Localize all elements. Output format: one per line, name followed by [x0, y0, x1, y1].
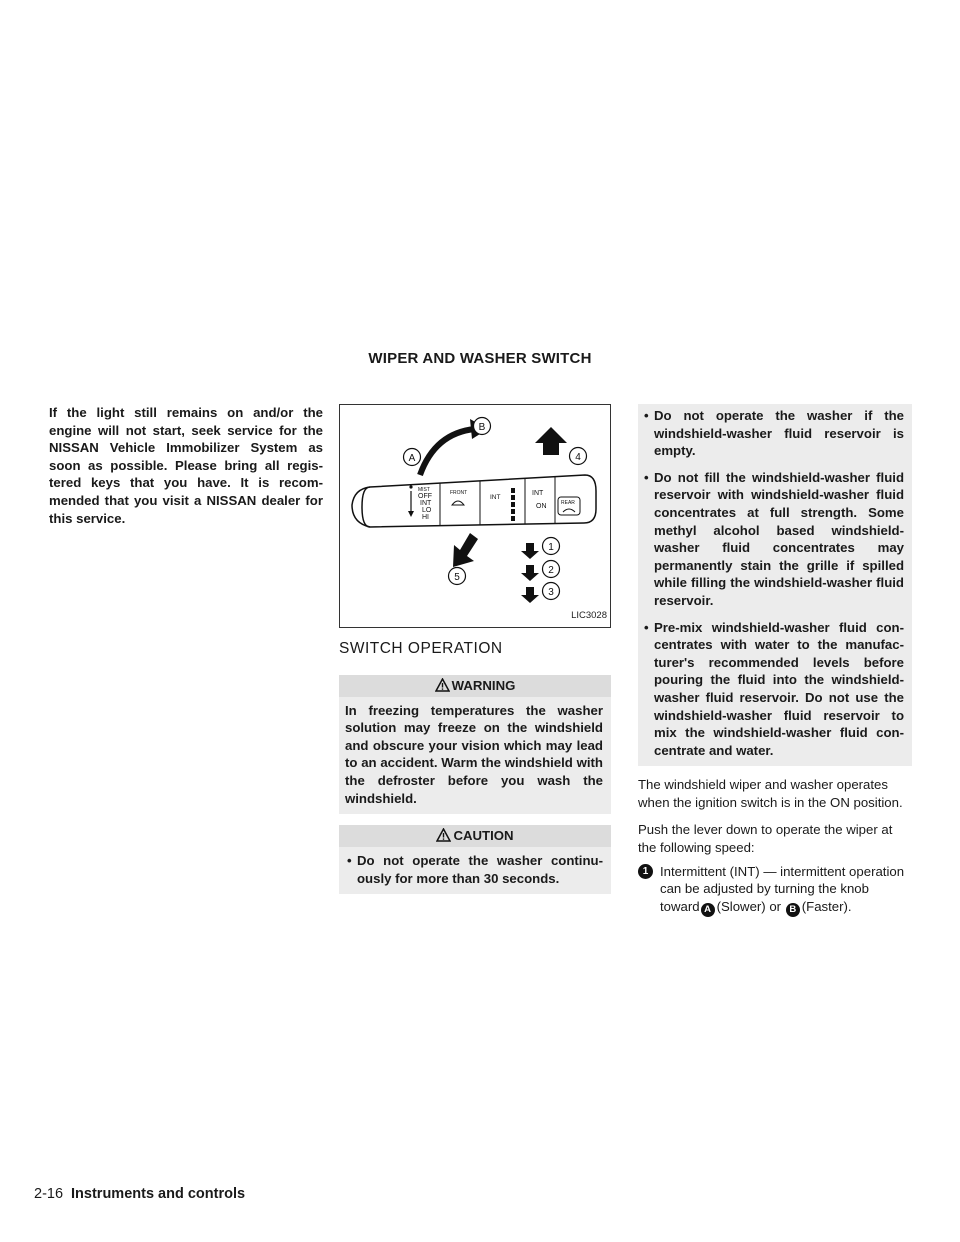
- pull-arrow-icon: [453, 533, 478, 567]
- int-knob-label: INT: [490, 494, 501, 501]
- rear-on-label: ON: [536, 503, 547, 510]
- callout-a-icon: A: [701, 903, 715, 917]
- svg-text:1: 1: [548, 542, 554, 553]
- down-arrow-1-icon: [521, 543, 539, 559]
- int-scale-bar: [511, 495, 515, 500]
- wiper-lever-figure: [339, 404, 611, 628]
- int-scale-bar: [511, 502, 515, 507]
- figure-code: LIC3028: [571, 610, 607, 622]
- int-scale-bar: [511, 516, 515, 521]
- lever-paragraph: Push the lever down to operate the wiper at the following speed:: [638, 822, 893, 856]
- callout-1: [543, 538, 560, 555]
- callout-3: [543, 583, 560, 600]
- svg-text:B: B: [478, 422, 486, 433]
- down-arrow-3-icon: [521, 587, 539, 603]
- warning-triangle-icon: [435, 677, 450, 699]
- lo-label: LO: [422, 507, 432, 514]
- caution-continued-box: [638, 404, 912, 766]
- caution-triangle-icon: [436, 827, 451, 849]
- callout-b: [474, 418, 491, 435]
- caution-title: CAUTION: [453, 828, 514, 844]
- hi-label: HI: [422, 514, 429, 521]
- right-column: [638, 404, 912, 917]
- chapter-title: Instruments and controls: [71, 1186, 246, 1202]
- page-footer: [34, 1186, 245, 1202]
- callout-4: [570, 448, 587, 465]
- down-arrow-2-icon: [521, 565, 539, 581]
- left-column: [49, 404, 323, 527]
- svg-text:3: 3: [548, 587, 554, 598]
- callout-a: [404, 449, 421, 466]
- warning-header: [339, 675, 611, 697]
- number-1-icon: 1: [638, 864, 653, 879]
- mist-label: MIST: [418, 487, 430, 493]
- int-scale-bar: [511, 488, 515, 493]
- front-label: FRONT: [450, 490, 468, 496]
- rear-int-label: INT: [532, 490, 544, 497]
- middle-column: [339, 404, 611, 894]
- caution-body: [339, 847, 611, 894]
- callout-5: [449, 568, 466, 585]
- page-number: 2-16: [34, 1186, 64, 1202]
- svg-text:5: 5: [454, 572, 460, 583]
- svg-text:A: A: [408, 453, 416, 464]
- item-text: (Faster).: [801, 898, 852, 914]
- item-text: Intermittent (INT) — intermittent operation can be adjusted by turning the knob toward: [660, 863, 905, 914]
- rotate-arrow-icon: [420, 429, 475, 475]
- svg-text:2: 2: [548, 565, 554, 576]
- rear-label: REAR: [561, 500, 575, 506]
- speed-item-intermittent: [638, 863, 912, 917]
- caution-item: • Do not fill the windshield-washer fluid reservoir with windshield-washer fluid concentrates at full strength. Some methyl alcohol based windshield-washer fluid concentrates may permanently stain the grille if spilled while filling the windshield-washer fluid reservoir.: [642, 469, 904, 610]
- warning-text: In freezing temperatures the washer solution may freeze on the windshield and obscure your vision which may lead to an accident. Warm the windshield with the defroster before you wash the windshield.: [339, 697, 611, 815]
- caution-item: • Pre-mix windshield-washer fluid concentrates with water to the manufacturer's recommended levels before pouring the fluid into the windshield-washer fluid reservoir. Do not use the windshield-washer fluid reservoir to mix the windshield-washer fluid concentrate and water.: [642, 619, 904, 760]
- off-label: OFF: [418, 493, 432, 500]
- warning-box: [339, 675, 611, 815]
- caution-item: • Do not operate the washer if the windshield-washer fluid reservoir is empty.: [642, 407, 904, 460]
- callout-b-icon: B: [786, 903, 800, 917]
- item-text: (Slower) or: [716, 898, 782, 914]
- subheading-switch-operation: SWITCH OPERATION: [339, 640, 503, 657]
- callout-2: [543, 561, 560, 578]
- up-arrow-icon: [535, 427, 567, 455]
- svg-text:4: 4: [575, 452, 581, 463]
- int-scale-bar: [511, 509, 515, 514]
- operation-paragraph: The windshield wiper and washer operates when the ignition switch is in the ON position.: [638, 777, 903, 810]
- caution-box: [339, 825, 611, 894]
- section-title: WIPER AND WASHER SWITCH: [368, 350, 592, 367]
- mist-dot: [409, 485, 412, 488]
- int-label: INT: [420, 500, 432, 507]
- wiper-lever-illustration: [340, 405, 610, 627]
- immobilizer-note: If the light still remains on and/or the engine will not start, seek service for the NISSAN Vehicle Immobilizer System as soon as possible. Please bring all registered keys that you have. It is recommended that you visit a NISSAN dealer for this service.: [49, 405, 323, 526]
- warning-title: WARNING: [451, 677, 516, 693]
- caution-header: [339, 825, 611, 847]
- caution-item: • Do not operate the washer continuously for more than 30 seconds.: [345, 852, 603, 887]
